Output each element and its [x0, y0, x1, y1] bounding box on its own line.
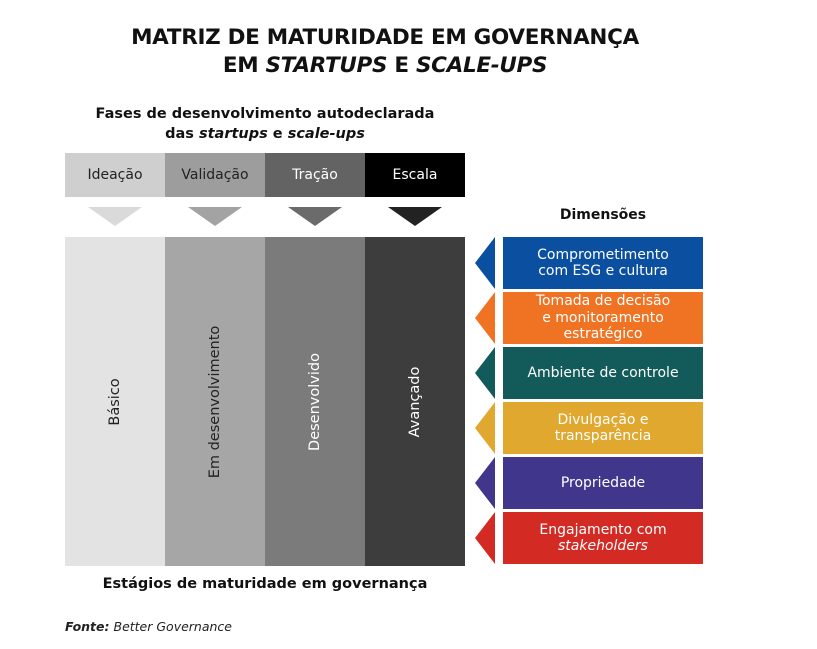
dimension-1-line-2: com ESG e cultura: [538, 263, 668, 279]
dimension-chevron-1: [475, 237, 495, 289]
dimension-comprometimento: [503, 237, 703, 289]
source-label: Fonte:: [65, 619, 110, 634]
dimension-6-line-2: stakeholders: [558, 538, 648, 554]
title-line-2: [0, 52, 770, 80]
stage-label-desenvolvido: Desenvolvido: [307, 352, 323, 451]
dimension-5-line-1: Propriedade: [560, 474, 646, 491]
phase-arrow-validacao: [188, 207, 242, 226]
dimension-chevron-4: [475, 402, 495, 454]
stage-label-em-desenvolvimento: Em desenvolvimento: [207, 325, 223, 478]
phase-tracao: Tração: [265, 153, 365, 197]
phases-caption-scale-ups: scale-ups: [287, 126, 365, 142]
dimension-chevron-shape-4: [475, 402, 495, 454]
dimension-chevron-2: [475, 292, 495, 344]
stage-label-basico: Básico: [107, 377, 123, 426]
dimension-engajamento: [503, 512, 703, 564]
dimension-6-line-1: Engajamento com: [539, 521, 667, 538]
dimension-chevron-shape-5: [475, 457, 495, 509]
phase-arrow-escala: [388, 207, 442, 226]
stage-desenvolvido: [265, 237, 365, 566]
phases-caption-line-1: Fases de desenvolvimento autodeclarada: [95, 106, 435, 122]
dimension-divulgacao: [503, 402, 703, 454]
stage-basico: [65, 237, 165, 566]
dimension-2-line-1: Tomada de decisão: [535, 293, 671, 310]
phases-caption: [65, 104, 465, 144]
title-line-1: MATRIZ DE MATURIDADE EM GOVERNANÇA: [131, 25, 639, 50]
dimension-text-3: [527, 365, 678, 382]
dimension-chevron-shape-2: [475, 292, 495, 344]
dimensions-caption: Dimensões: [559, 207, 647, 223]
dimension-text-4: [555, 412, 652, 445]
dimension-4-line-2: transparência: [554, 428, 652, 444]
phases-caption-line-2: [65, 124, 465, 144]
dimension-ambiente-de-controle: [503, 347, 703, 399]
dimension-chevron-shape-6: [475, 512, 495, 564]
dimension-chevron-shape-1: [475, 237, 495, 289]
phases-caption-prefix: das: [165, 126, 199, 142]
phase-validacao: Validação: [165, 153, 265, 197]
title-startups: STARTUPS: [265, 53, 388, 78]
dimension-2-line-2: e monitoramento: [542, 309, 664, 326]
phases-caption-startups: startups: [198, 126, 268, 142]
dimension-text-1: [537, 247, 669, 280]
diagram-title: [0, 24, 770, 80]
phase-arrow-ideacao: [88, 207, 142, 226]
dimension-chevron-6: [475, 512, 495, 564]
source-text: Better Governance: [109, 619, 232, 634]
stage-avancado: [365, 237, 465, 566]
title-scale-ups: SCALE-UPS: [415, 53, 548, 78]
stage-label-avancado: Avançado: [407, 366, 423, 437]
source-note: [65, 619, 232, 634]
dimension-4-line-1: Divulgação e: [557, 411, 649, 428]
title-line-2-mid: E: [387, 53, 416, 78]
title-line-2-prefix: EM: [222, 53, 266, 78]
dimension-chevron-shape-3: [475, 347, 495, 399]
phases-caption-mid: e: [267, 126, 288, 142]
dimension-chevron-3: [475, 347, 495, 399]
dimension-text-2: [536, 293, 670, 343]
dimension-tomada-de-decisao: [503, 292, 703, 344]
dimension-chevron-5: [475, 457, 495, 509]
phase-arrow-tracao: [288, 207, 342, 226]
dimension-text-6: [539, 522, 666, 555]
stage-em-desenvolvimento: [165, 237, 265, 566]
stages-caption: Estágios de maturidade em governança: [102, 576, 428, 592]
dimension-1-line-1: Comprometimento: [537, 246, 669, 263]
phase-ideacao: Ideação: [65, 153, 165, 197]
dimension-3-line-1: Ambiente de controle: [527, 364, 679, 381]
phase-escala: Escala: [365, 153, 465, 197]
dimension-text-5: [561, 475, 645, 492]
dimension-propriedade: [503, 457, 703, 509]
dimension-2-line-3: estratégico: [563, 326, 643, 343]
